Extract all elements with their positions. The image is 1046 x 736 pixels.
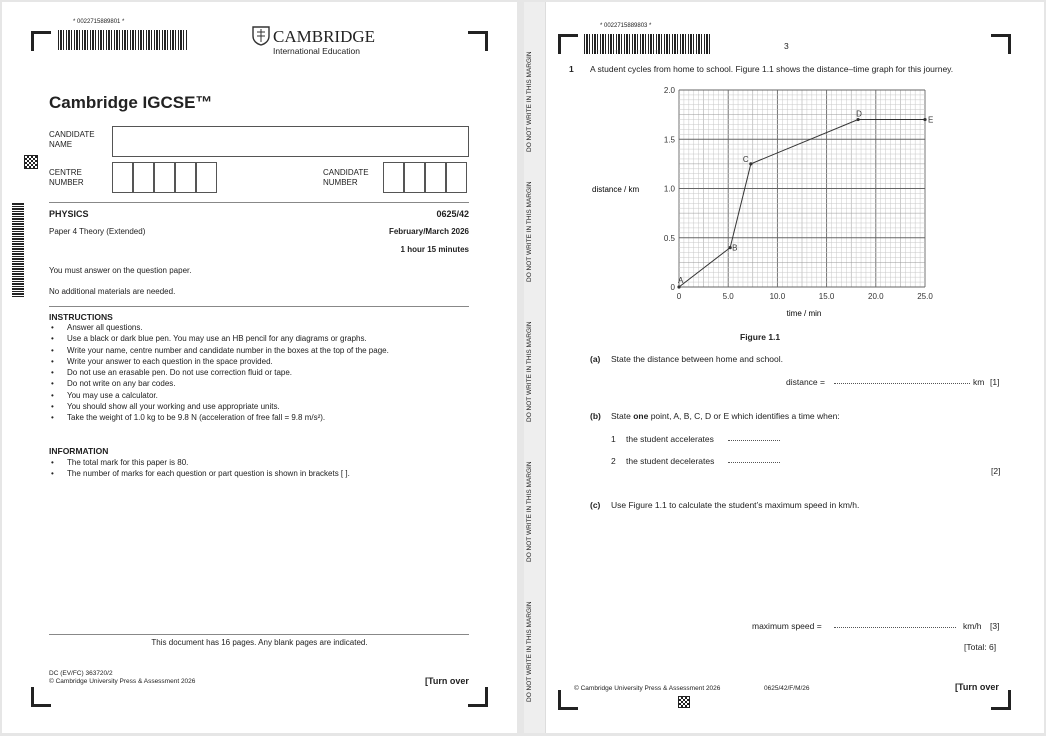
x-tick-label: 5.0 [722,292,734,301]
information-heading: INFORMATION [49,446,109,456]
part-c-unit: km/h [963,621,982,631]
point-label: B [732,243,738,253]
information-list [49,457,350,480]
point-label: E [928,115,934,125]
duration: 1 hour 15 minutes [400,245,469,254]
list-item: • The number of marks for each question or part question is shown in brackets [ ]. [49,468,350,479]
part-b-answer-1-line[interactable] [728,440,780,441]
page-count-note: This document has 16 pages. Any blank pages are indicated. [151,638,368,647]
barcode [584,34,712,54]
y-tick-label: 1.0 [663,184,675,194]
list-item: • The total mark for this paper is 80. [49,457,350,468]
part-c-answer-prefix: maximum speed = [752,621,822,631]
x-tick-label: 15.0 [818,292,835,301]
part-b-item-1: the student accelerates [626,434,714,444]
margin-warning: DO NOT WRITE IN THIS MARGIN [526,601,533,703]
x-tick-label: 20.0 [868,292,884,301]
registration-mark [991,690,1011,710]
registration-mark [558,690,578,710]
part-b-answer-2-line[interactable] [728,462,780,463]
note-1: You must answer on the question paper. [49,266,192,275]
registration-mark [31,31,51,51]
margin-warning: DO NOT WRITE IN THIS MARGIN [526,181,533,283]
part-b-item-2-number: 2 [611,456,616,466]
x-tick-label: 25.0 [917,292,933,301]
data-point [749,162,752,165]
part-a-text: State the distance between home and school. [611,354,784,364]
part-a-label: (a) [590,354,601,364]
page-title: Cambridge IGCSE™ [49,93,213,112]
paper-code-footer: 0625/42/F/M/26 [764,685,810,692]
margin-warning: DO NOT WRITE IN THIS MARGIN [526,461,533,563]
list-item: • Do not write on any bar codes. [49,378,389,389]
margin-warning: DO NOT WRITE IN THIS MARGIN [526,51,533,152]
registration-mark [31,687,51,707]
y-tick-label: 1.5 [663,135,675,145]
instructions-heading: INSTRUCTIONS [49,312,113,322]
x-tick-label: 0 [676,292,682,301]
graph-points [677,110,933,289]
part-b-text: State one point, A, B, C, D or E which identifies a time when: [611,411,840,421]
cover-page [2,2,517,733]
registration-mark [991,34,1011,54]
page-number: 3 [784,41,789,51]
registration-mark [468,687,488,707]
paper-name: Paper 4 Theory (Extended) [49,227,146,236]
document-ref: DC (EV/FC) 363720/2 [49,670,113,677]
x-tick-label: 10.0 [769,292,786,301]
brand-sub: International Education [273,46,360,56]
list-item: • Answer all questions. [49,322,389,333]
session: February/March 2026 [388,227,469,236]
total-marks: [Total: 6] [964,642,997,652]
candidate-number-label: CANDIDATE NUMBER [323,168,369,187]
list-item: • Use a black or dark blue pen. You may use an HB pencil for any diagrams or graphs. [49,333,389,344]
subject: PHYSICS [49,209,89,219]
list-item: • Write your name, centre number and candidate number in the boxes at the top of the page. [49,345,389,356]
margin-warning: DO NOT WRITE IN THIS MARGIN [526,321,533,423]
candidate-name-box[interactable] [112,126,469,157]
barcode [58,30,188,50]
list-item: • Do not use an erasable pen. Do not use correction fluid or tape. [49,367,389,378]
registration-mark [558,34,578,54]
list-item: • You should show all your working and use appropriate units. [49,401,389,412]
instructions-list [49,322,389,424]
data-point [677,285,680,288]
list-item: • Take the weight of 1.0 kg to be 9.8 N (acceleration of free fall = 9.8 m/s²). [49,412,389,423]
data-point [923,118,926,121]
part-a-unit: km [973,377,985,387]
part-c-text: Use Figure 1.1 to calculate the student’s maximum speed in km/h. [611,500,860,510]
copyright: © Cambridge University Press & Assessment 2026 [574,685,721,692]
cambridge-logo [252,26,270,51]
figure-caption: Figure 1.1 [740,332,781,342]
part-c-label: (c) [590,500,601,510]
y-axis-label: distance / km [592,185,640,194]
part-b-item-2: the student decelerates [626,456,715,466]
part-a-marks: [1] [990,377,1000,387]
part-b-item-1-number: 1 [611,434,616,444]
part-b-label: (b) [590,411,601,421]
part-a-answer-line[interactable] [834,383,970,384]
question-page [524,2,1044,733]
margin-strip [524,2,546,733]
question-number: 1 [569,64,574,74]
candidate-number-boxes[interactable] [383,162,469,193]
candidate-name-label: CANDIDATE NAME [49,130,95,149]
note-2: No additional materials are needed. [49,287,176,296]
point-label: A [678,276,684,285]
paper-code: 0625/42 [436,209,469,219]
centre-number-label: CENTRE NUMBER [49,168,84,187]
registration-mark [468,31,488,51]
shield-icon [252,26,270,46]
turn-over: [Turn over [955,682,999,692]
y-tick-label: 0.5 [663,233,675,243]
part-c-marks: [3] [990,621,1000,631]
barcode-number: * 0022715889803 * [600,23,652,29]
y-tick-label: 2.0 [663,86,675,95]
y-tick-label: 0 [670,283,675,292]
qr-code-icon [24,155,38,169]
x-axis-label: time / min [786,309,822,318]
list-item: • You may use a calculator. [49,390,389,401]
part-b-marks: [2] [991,466,1001,476]
point-label: C [742,154,749,164]
copyright: © Cambridge University Press & Assessment 2026 [49,678,196,685]
part-c-answer-line[interactable] [834,627,956,628]
distance-time-graph [574,82,1004,327]
part-a-answer-prefix: distance = [786,377,825,387]
qr-code-icon [678,696,690,708]
point-label: D [856,109,862,119]
question-text: A student cycles from home to school. Figure 1.1 shows the distance–time graph for this journey. [590,64,954,74]
barcode-number: * 0022715889801 * [73,19,125,25]
list-item: • Write your answer to each question in the space provided. [49,356,389,367]
centre-number-boxes[interactable] [112,162,219,193]
turn-over: [Turn over [425,676,469,686]
brand-name: CAMBRIDGE [273,27,376,46]
side-barcode [12,202,24,297]
